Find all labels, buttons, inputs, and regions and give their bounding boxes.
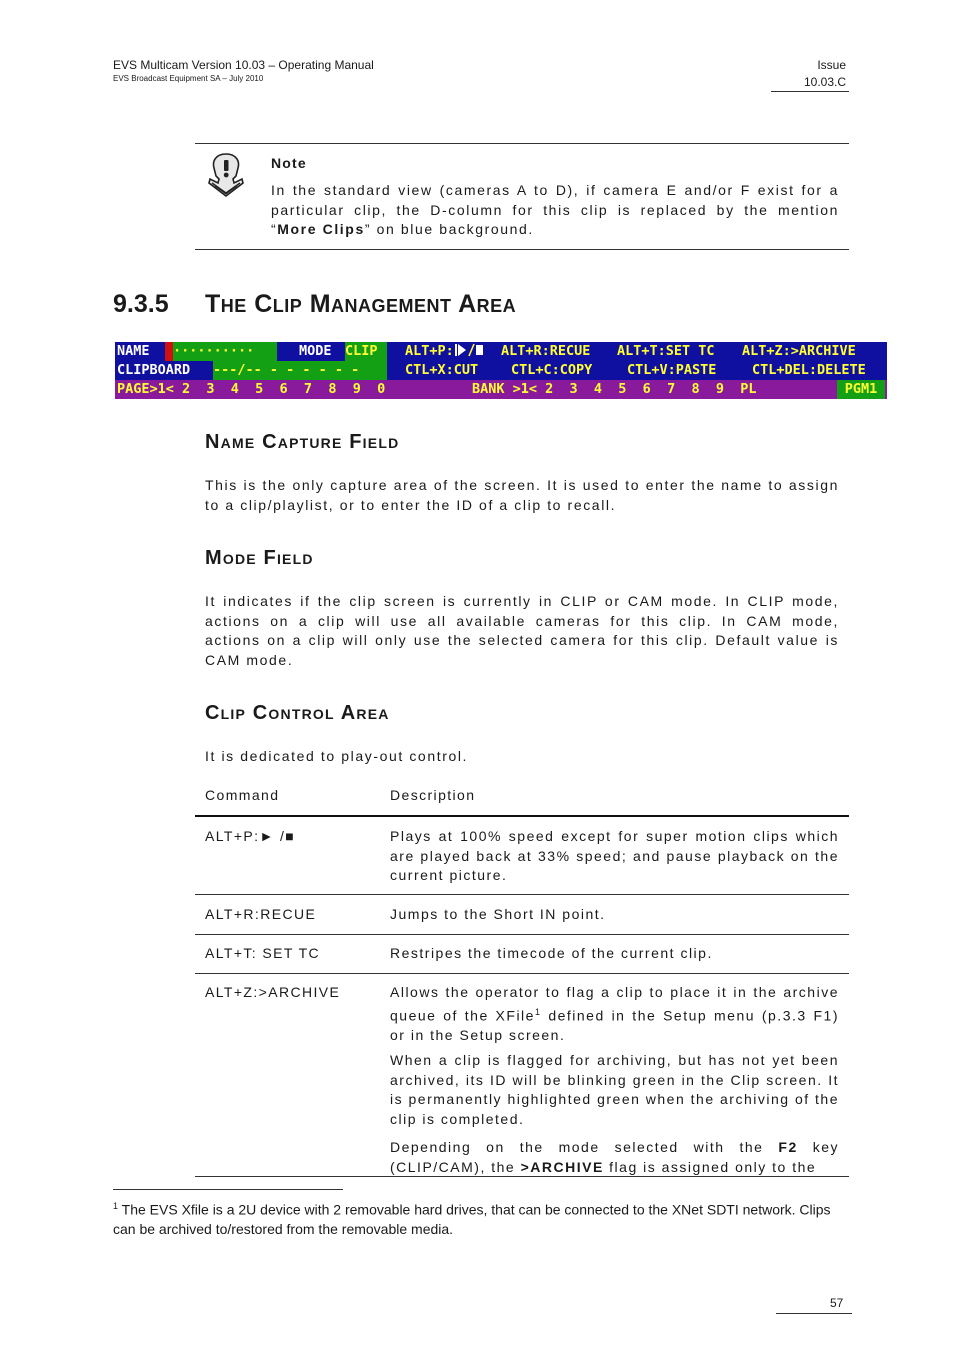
section-number: 9.3.5 — [113, 290, 169, 318]
set-tc-command[interactable]: ALT+T:SET TC — [617, 343, 715, 359]
clipboard-value: ---/-- - - - - - - — [213, 361, 387, 380]
section-title: The Clip Management Area — [205, 290, 517, 318]
mode-field-title: Mode Field — [205, 547, 314, 569]
page-number: 57 — [830, 1296, 844, 1310]
screen-row-1 — [115, 342, 887, 361]
table-header-divider — [195, 815, 849, 817]
table-row-description-p3: Depending on the mode selected with the F2 key (CLIP/CAM), the >ARCHIVE flag is assigned only to the — [390, 1139, 839, 1175]
archive-command[interactable]: ALT+Z:>ARCHIVE — [742, 343, 856, 359]
table-row-description: Plays at 100% speed except for super motion clips which are played back at 33% speed; and pause playback on the current picture. — [390, 828, 839, 883]
table-bottom-divider — [195, 1176, 849, 1177]
table-row-description: Restripes the timecode of the current clip. — [390, 945, 713, 961]
recue-command[interactable]: ALT+R:RECUE — [501, 343, 591, 359]
screen-row-2 — [115, 361, 887, 380]
note-heading: Note — [271, 155, 307, 171]
cut-command[interactable]: CTL+X:CUT — [405, 362, 479, 378]
table-row-description-p1: Allows the operator to flag a clip to place it in the archive queue of the XFile$^1$ defined in the Setup menu (p.3.3 F1) or in the Setup screen. — [390, 984, 839, 1043]
copy-command[interactable]: CTL+C:COPY — [511, 362, 593, 378]
table-row-description-p2: When a clip is flagged for archiving, but has not yet been archived, its ID will be blinking green in the Clip screen. It is permanently highlighted green when the archiving of the clip is completed. — [390, 1052, 839, 1127]
header-issue-label: Issue — [817, 58, 846, 72]
screen-row-3 — [115, 380, 887, 399]
name-capture-title: Name Capture Field — [205, 431, 400, 453]
table-row-command: ALT+R:RECUE — [205, 906, 317, 922]
table-row-divider — [195, 934, 849, 935]
mode-label: MODE — [299, 343, 332, 359]
name-capture-text: This is the only capture area of the screen. It is used to enter the name to assign to a clip/playlist, or to enter the ID of a clip to recall. — [205, 477, 839, 513]
clip-management-screen-bar — [115, 342, 887, 399]
paste-command[interactable]: CTL+V:PASTE — [627, 362, 717, 378]
warning-hand-icon — [206, 153, 246, 197]
clip-control-title: Clip Control Area — [205, 702, 390, 724]
table-row-divider — [195, 973, 849, 974]
header-title: EVS Multicam Version 10.03 – Operating Manual — [113, 58, 374, 72]
clip-control-intro: It is dedicated to play-out control. — [205, 748, 469, 764]
delete-command[interactable]: CTL+DEL:DELETE — [752, 362, 866, 378]
note-bold: More Clips — [277, 221, 365, 237]
bank-selector[interactable]: BANK >1< 2 3 4 5 6 7 8 9 PL — [472, 381, 757, 397]
footnote-ref: 1 — [534, 1006, 542, 1017]
table-header-description: Description — [390, 787, 476, 803]
footnote: $^1$ The EVS Xfile is a 2U device with 2 removable hard drives, that can be connected to the XNet SDTI network. Clips can be archived to/restored from the removable media. — [113, 1201, 831, 1237]
table-row-description: Jumps to the Short IN point. — [390, 906, 606, 922]
name-capture-field[interactable]: ·········· — [165, 342, 277, 361]
mode-field-text: It indicates if the clip screen is currently in CLIP or CAM mode. In CLIP mode, actions on a clip will use all available cameras for this clip. In CAM mode, actions on a clip will only use the selected camera for this clip. Default value is CAM mode. — [205, 593, 839, 668]
header-subtitle: EVS Broadcast Equipment SA – July 2010 — [113, 74, 264, 83]
table-row-command: ALT+P:► /■ — [205, 828, 296, 844]
note-top-divider — [195, 143, 849, 144]
table-row-divider — [195, 894, 849, 895]
name-label: NAME — [117, 343, 150, 359]
play-pause-icon — [454, 343, 484, 357]
table-row-command: ALT+T: SET TC — [205, 945, 321, 961]
footnote-divider — [113, 1189, 343, 1190]
mode-value[interactable]: CLIP — [345, 342, 387, 361]
header-issue-number: 10.03.C — [803, 75, 846, 89]
pgm-indicator: PGM1 — [837, 380, 885, 399]
page-number-divider — [776, 1313, 852, 1314]
table-row-command: ALT+Z:>ARCHIVE — [205, 984, 341, 1000]
header-divider — [771, 91, 849, 92]
table-header-command: Command — [205, 787, 280, 803]
note-text: In the standard view (cameras A to D), if camera E and/or F exist for a particular clip, the D-column for this clip is replaced by the mention “More Clips” on blue background. — [271, 182, 839, 237]
play-command[interactable]: ALT+P: — [405, 342, 484, 361]
note-bottom-divider — [195, 249, 849, 250]
clipboard-label: CLIPBOARD — [117, 362, 191, 378]
page-selector[interactable]: PAGE>1< 2 3 4 5 6 7 8 9 0 — [117, 381, 386, 397]
